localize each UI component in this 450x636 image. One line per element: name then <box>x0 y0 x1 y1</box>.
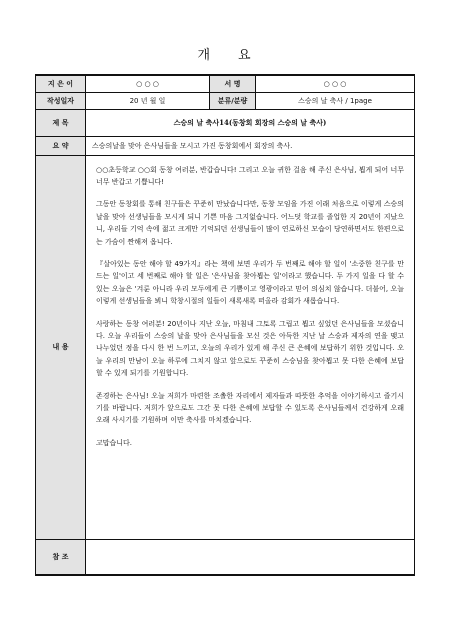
summary-value: 스승의날을 맞아 은사님들을 모시고 가진 동창회에서 회장의 축사. <box>86 136 415 155</box>
author-row <box>36 75 415 92</box>
author-value: ○ ○ ○ <box>86 75 210 92</box>
summary-row <box>36 136 415 155</box>
book-title-label: 서 명 <box>210 75 256 92</box>
author-label: 지 은 이 <box>36 75 86 92</box>
summary-form-table <box>35 74 415 576</box>
page-title-part-2: 요 <box>238 48 253 63</box>
content-row <box>36 155 415 539</box>
page-title-part-1: 개 <box>197 48 212 63</box>
content-paragraph: 존경하는 은사님! 오늘 저희가 마련한 조촐한 자리에서 제자들과 따뜻한 추억을 이야기하시고 즐기시기를 바랍니다. 저희가 앞으로도 그간 못 다한 은혜에 보답할 수 있도록 은사님들께서 건강하게 오래오래 사시기를 기원하며 이만 축사를 마치겠습니다. <box>96 391 404 425</box>
reference-value <box>86 539 415 575</box>
date-label: 작성일자 <box>36 92 86 109</box>
date-value: 20 년 월 일 <box>86 92 210 109</box>
content-paragraph: 그동안 동창회를 통해 친구들은 꾸준히 만났습니다만, 동창 모임을 가진 이래 처음으로 이렇게 스승의 날을 맞아 선생님들을 모시게 되니 기쁜 마음 그지없습니다. 어느덧 학교를 졸업한 지 20년이 지났으니, 우리들 기억 속에 젊고 크게만 기억되던 선생님들이 많이 연로하신 모습이 당연하면서도 한편으로는 가슴이 짠해져 옵니다. <box>96 200 404 246</box>
reference-label: 참 조 <box>36 539 86 575</box>
content-paragraph: 『살아있는 동안 해야 할 49가지』라는 책에 보면 우리가 두 번째로 해야 할 일이 '소중한 친구를 만드는 일'이고 세 번째로 해야 할 일은 '은사님을 찾아뵙는 일'이라고 했습니다. 두 가지 일을 다 할 수 있는 오늘은 '겨룬 아니라 우리 모두에게 큰 기쁨이고 영광이라고 믿어 의심치 않습니다. 더불어, 오늘 이렇게 선생님들을 뵈니 학창시절의 일들이 새록새록 떠올라 감회가 새롭습니다. <box>96 259 404 306</box>
content-paragraph: ○○초등학교 ○○회 동창 여러분, 반갑습니다! 그리고 오늘 귀한 걸음 해 주신 은사님, 뵙게 되어 너무너무 반갑고 기쁩니다! <box>96 165 404 186</box>
content-body <box>86 155 415 539</box>
reference-row <box>36 539 415 575</box>
summary-label: 요 약 <box>36 136 86 155</box>
content-paragraph: 고맙습니다. <box>96 438 133 447</box>
category-label: 분류/분량 <box>210 92 256 109</box>
content-paragraph: 사랑하는 동창 여러분! 20년이나 지난 오늘, 마침내 그토록 그립고 뵙고 싶었던 은사님들을 모셨습니다. 오늘 우리들이 스승의 날을 맞아 은사님들을 모신 것은 아득한 지난 날 스승과 제자의 연을 맺고 나누었던 정을 다시 한 번 느끼고, 오늘의 우리가 있게 해 주신 큰 은혜에 보답하기 위한 것입니다. 오늘 우리의 만남이 오늘 하루에 그치지 않고 앞으로도 꾸준히 스승님을 찾아뵙고 못 다한 은혜에 보답할 수 있게 되기를 기원합니다. <box>96 319 404 378</box>
content-label: 내 용 <box>36 155 86 539</box>
page-title <box>0 44 450 63</box>
date-row <box>36 92 415 109</box>
subject-row <box>36 109 415 136</box>
subject-value: 스승의 날 축사14(동창회 회장의 스승의 날 축사) <box>86 109 415 136</box>
subject-label: 제 목 <box>36 109 86 136</box>
category-value: 스승의 날 축사 / 1page <box>256 92 415 109</box>
book-title-value: ○ ○ ○ <box>256 75 415 92</box>
